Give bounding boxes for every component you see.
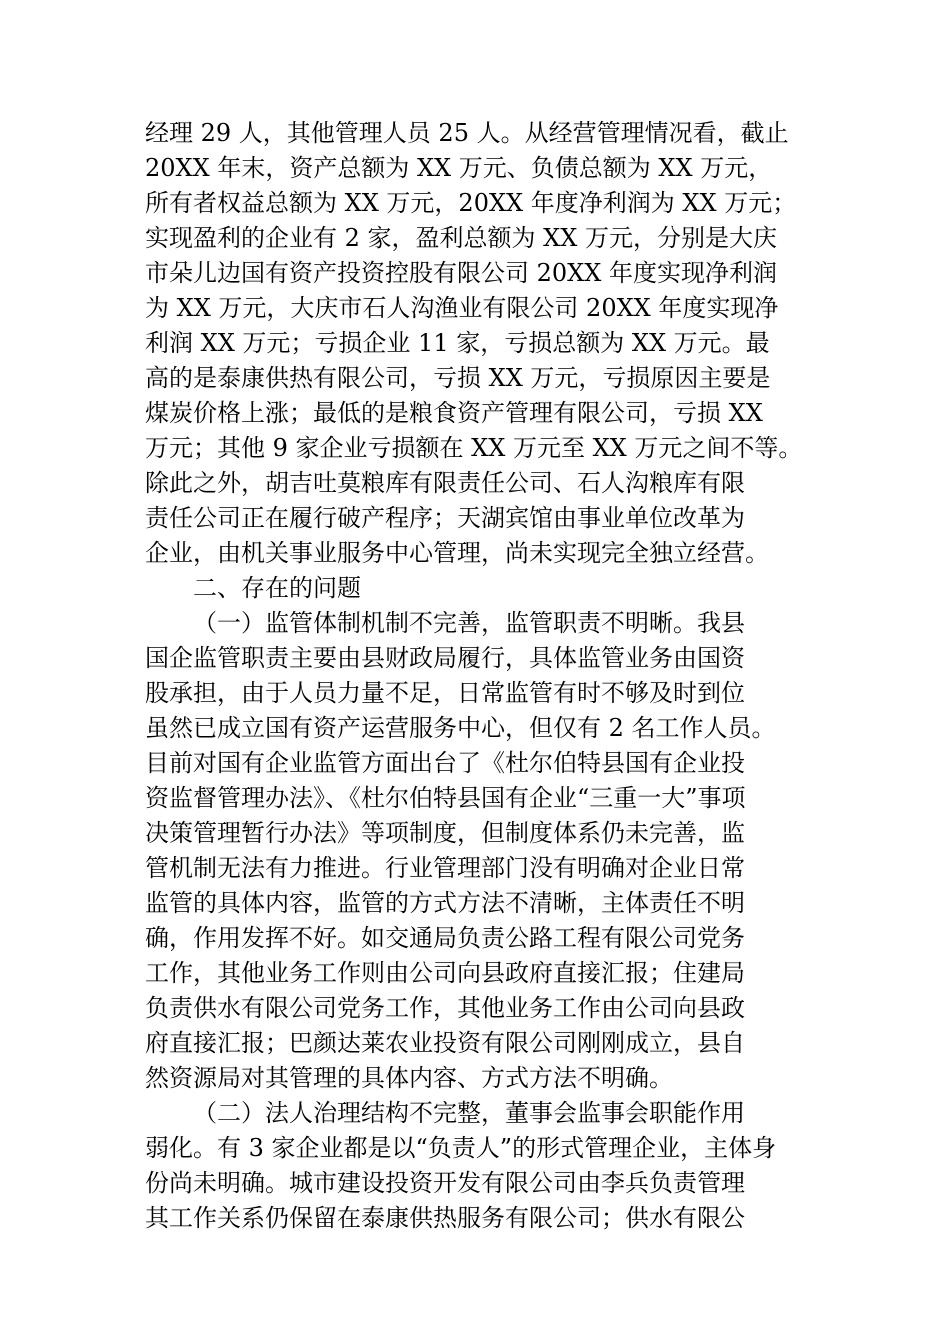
text-line: 经理 29 人，其他管理人员 25 人。从经营管理情况看，截止	[145, 119, 789, 147]
text-line: 20XX 年末，资产总额为 XX 万元、负债总额为 XX 万元，	[145, 154, 773, 182]
text-line: 万元；其他 9 家企业亏损额在 XX 万元至 XX 万元之间不等。	[145, 434, 803, 462]
text-line: 弱化。有 3 家企业都是以“负责人”的形式管理企业，主体身	[145, 1134, 777, 1162]
text-line: 国企监管职责主要由县财政局履行，具体监管业务由国资	[145, 644, 745, 672]
text-line: 份尚未明确。城市建设投资开发有限公司由李兵负责管理	[145, 1169, 745, 1197]
text-line: 除此之外，胡吉吐莫粮库有限责任公司、石人沟粮库有限	[145, 469, 745, 497]
text-line: 负责供水有限公司党务工作，其他业务工作由公司向县政	[145, 994, 745, 1022]
text-line: 目前对国有企业监管方面出台了《杜尔伯特县国有企业投	[145, 749, 745, 777]
heading-line: 二、存在的问题	[193, 574, 361, 602]
text-line: 府直接汇报；巴颜达莱农业投资有限公司刚刚成立，县自	[145, 1029, 745, 1057]
text-line: 高的是泰康供热有限公司，亏损 XX 万元，亏损原因主要是	[145, 364, 771, 392]
text-line: 资监督管理办法》、《杜尔伯特县国有企业“三重一大”事项	[145, 784, 746, 812]
text-line: 股承担，由于人员力量不足，日常监管有时不够及时到位	[145, 679, 745, 707]
text-line: 决策管理暂行办法》等项制度，但制度体系仍未完善，监	[145, 819, 745, 847]
section-heading-problems	[145, 571, 805, 606]
text-line: 企业，由机关事业服务中心管理，尚未实现完全独立经营。	[145, 539, 769, 567]
text-line: 监管的具体内容，监管的方式方法不清晰，主体责任不明	[145, 889, 745, 917]
paragraph-supervision-system	[145, 606, 805, 1096]
paragraph-corporate-governance	[145, 1096, 805, 1236]
document-body	[145, 116, 805, 1236]
text-line: 煤炭价格上涨；最低的是粮食资产管理有限公司，亏损 XX	[145, 399, 763, 427]
text-line: 为 XX 万元，大庆市石人沟渔业有限公司 20XX 年度实现净	[145, 294, 779, 322]
text-line-first: （一）监管体制机制不完善，监管职责不明晰。我县	[193, 609, 745, 637]
text-line: 市朵儿边国有资产投资控股有限公司 20XX 年度实现净利润	[145, 259, 777, 287]
text-line: 实现盈利的企业有 2 家，盈利总额为 XX 万元，分别是大庆	[145, 224, 777, 252]
text-line: 责任公司正在履行破产程序；天湖宾馆由事业单位改革为	[145, 504, 745, 532]
text-line: 其工作关系仍保留在泰康供热服务有限公司；供水有限公	[145, 1204, 745, 1232]
text-line-first: （二）法人治理结构不完整，董事会监事会职能作用	[193, 1099, 745, 1127]
text-line: 工作，其他业务工作则由公司向县政府直接汇报；住建局	[145, 959, 745, 987]
text-line: 利润 XX 万元；亏损企业 11 家，亏损总额为 XX 万元。最	[145, 329, 770, 357]
paragraph-operations-summary	[145, 116, 805, 571]
text-line: 确，作用发挥不好。如交通局负责公路工程有限公司党务	[145, 924, 745, 952]
text-line: 管机制无法有力推进。行业管理部门没有明确对企业日常	[145, 854, 745, 882]
text-line: 然资源局对其管理的具体内容、方式方法不明确。	[145, 1064, 673, 1092]
text-line: 所有者权益总额为 XX 万元，20XX 年度净利润为 XX 万元；	[145, 189, 797, 217]
text-line: 虽然已成立国有资产运营服务中心，但仅有 2 名工作人员。	[145, 714, 776, 742]
